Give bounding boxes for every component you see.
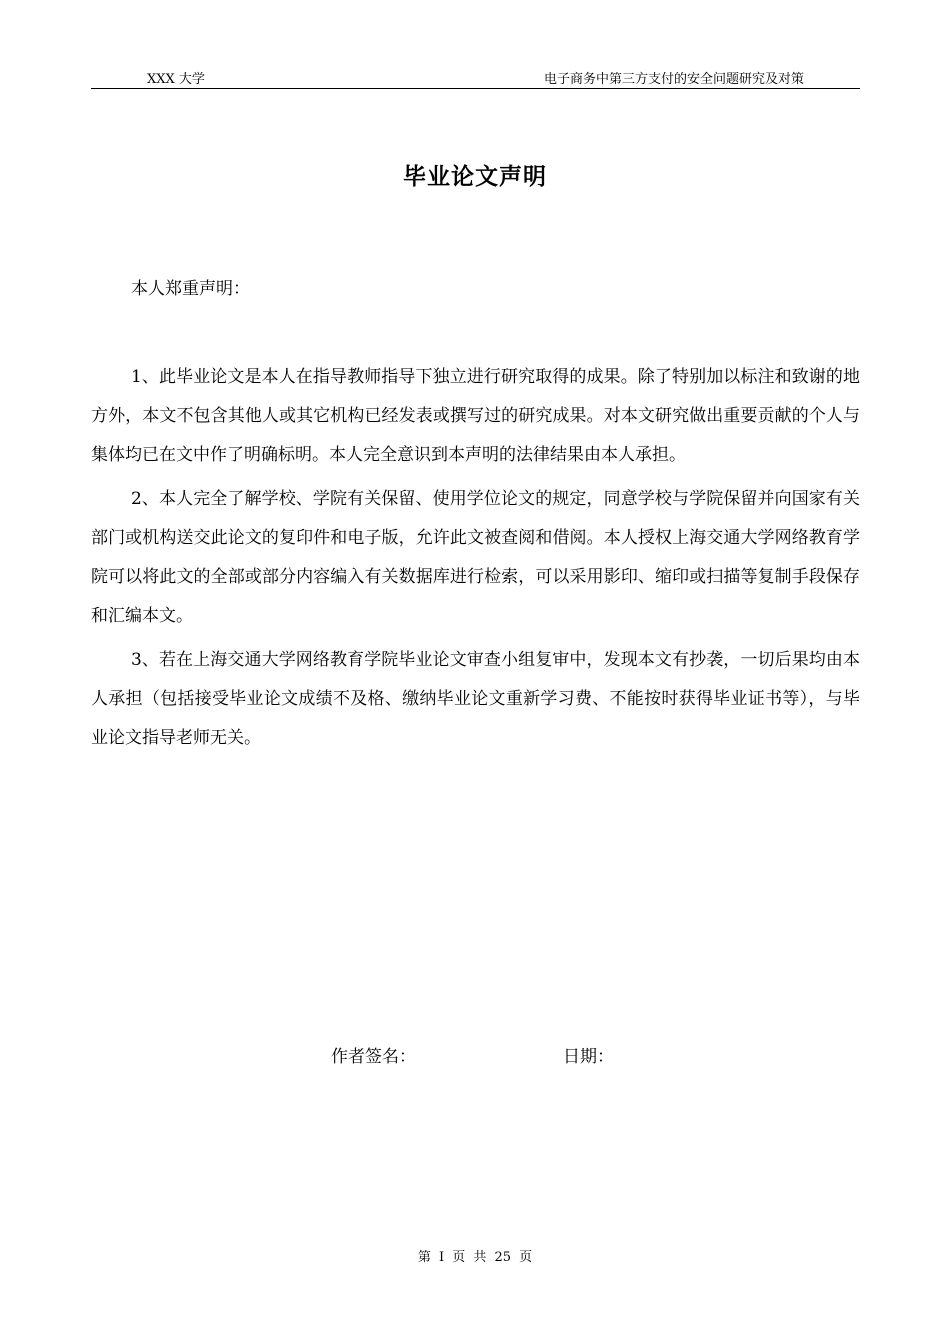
declaration-intro: 本人郑重声明：	[131, 279, 250, 299]
declaration-paragraph-2: 2、本人完全了解学校、学院有关保留、使用学位论文的规定，同意学校与学院保留并向国家有关部门或机构送交此论文的复印件和电子版，允许此文被查阅和借阅。本人授权上海交通大学网络教育学院可以将此文的全部或部分内容编入有关数据库进行检索，可以采用影印、缩印或扫描等复制手段保存和汇编本文。	[91, 489, 860, 626]
date-label: 日期：	[563, 1047, 614, 1067]
header-university: XXX 大学	[147, 72, 205, 87]
author-signature-label: 作者签名：	[331, 1047, 416, 1067]
declaration-title: 毕业论文声明	[403, 164, 547, 190]
declaration-paragraph-1: 1、此毕业论文是本人在指导教师指导下独立进行研究取得的成果。除了特别加以标注和致谢的地方外，本文不包含其他人或其它机构已经发表或撰写过的研究成果。对本文研究做出重要贡献的个人与集体均已在文中作了明确标明。本人完全意识到本声明的法律结果由本人承担。	[91, 367, 860, 465]
page-header	[91, 66, 860, 89]
declaration-paragraph-3: 3、若在上海交通大学网络教育学院毕业论文审查小组复审中，发现本文有抄袭，一切后果均由本人承担（包括接受毕业论文成绩不及格、缴纳毕业论文重新学习费、不能按时获得毕业证书等），与毕业论文指导老师无关。	[91, 650, 860, 748]
declaration-body	[91, 358, 860, 763]
header-thesis-title: 电子商务中第三方支付的安全问题研究及对策	[543, 72, 804, 87]
page-footer: 第 I 页 共 25 页	[417, 1250, 533, 1265]
